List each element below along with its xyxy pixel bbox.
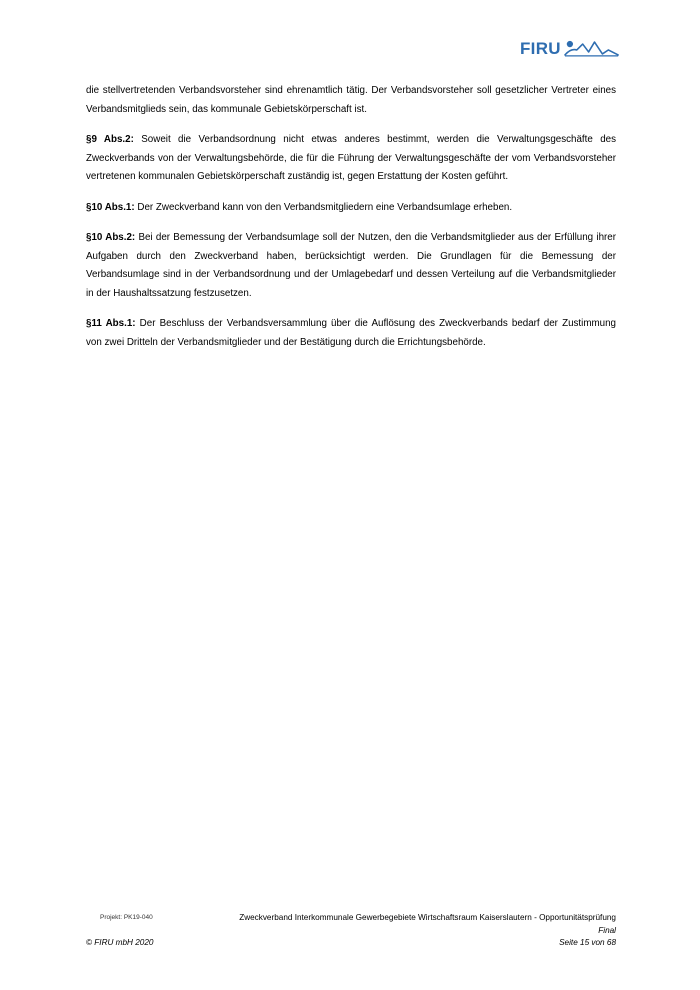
paragraph-section-9-2 [86, 131, 616, 187]
company-logo [520, 36, 620, 60]
document-body [86, 82, 616, 364]
paragraph-section-10-2 [86, 229, 616, 303]
footer-copyright: © FIRU mbH 2020 [86, 938, 154, 947]
footer-page-number: Seite 15 von 68 [559, 938, 616, 947]
paragraph-text: Der Beschluss der Verbandsversammlung über die Auflösung des Zweckverbands bedarf der Zustimmung von zwei Dritteln der Verbandsmitglieder und der Bestätigung durch die Errichtungsbehörde. [86, 318, 616, 348]
paragraph-section-11-1 [86, 315, 616, 352]
section-reference: §10 Abs.2: [86, 232, 136, 243]
footer-project-number: Projekt: PK19-040 [100, 914, 153, 921]
logo-figure-icon [563, 38, 620, 58]
section-reference: §10 Abs.1: [86, 201, 135, 213]
section-reference: §9 Abs.2: [86, 134, 134, 145]
paragraph-text: Der Zweckverband kann von den Verbandsmitgliedern eine Verbandsumlage erheben. [134, 201, 513, 213]
footer-status: Final [598, 926, 616, 935]
footer-document-title: Zweckverband Interkommunale Gewerbegebiete Wirtschaftsraum Kaiserslautern - Opportunitätsprüfung [239, 913, 616, 922]
paragraph-continuation [86, 82, 616, 119]
paragraph-text: die stellvertretenden Verbandsvorsteher sind ehrenamtlich tätig. Der Verbandsvorsteher soll gesetzlicher Vertreter eines Verbandsmitglieds sein, das kommunale Gebietskörperschaft ist. [86, 85, 616, 115]
paragraph-text: Bei der Bemessung der Verbandsumlage soll der Nutzen, den die Verbandsmitglieder aus der Erfüllung ihrer Aufgaben durch den Zweckverband haben, berücksichtigt werden. Die Grundlagen für die Bemessung der Verbandsumlage sind in der Verbandsordnung und der Umlagebedarf und dessen Verteilung auf die Verbandsmitglieder in der Haushaltssatzung festzusetzen. [86, 232, 616, 299]
paragraph-section-10-1 [86, 199, 616, 218]
logo-text: FIRU [520, 38, 561, 58]
paragraph-text: Soweit die Verbandsordnung nicht etwas anderes bestimmt, werden die Verwaltungsgeschäfte des Zweckverbands von der Verwaltungsbehörde, die für die Führung der Verwaltungsgeschäfte der vom Verbandsvorsteher vertretenen kommunalen Gebietskörperschaft zuständig ist, gegen Erstattung der Kosten geführt. [86, 134, 616, 182]
section-reference: §11 Abs.1: [86, 318, 136, 329]
